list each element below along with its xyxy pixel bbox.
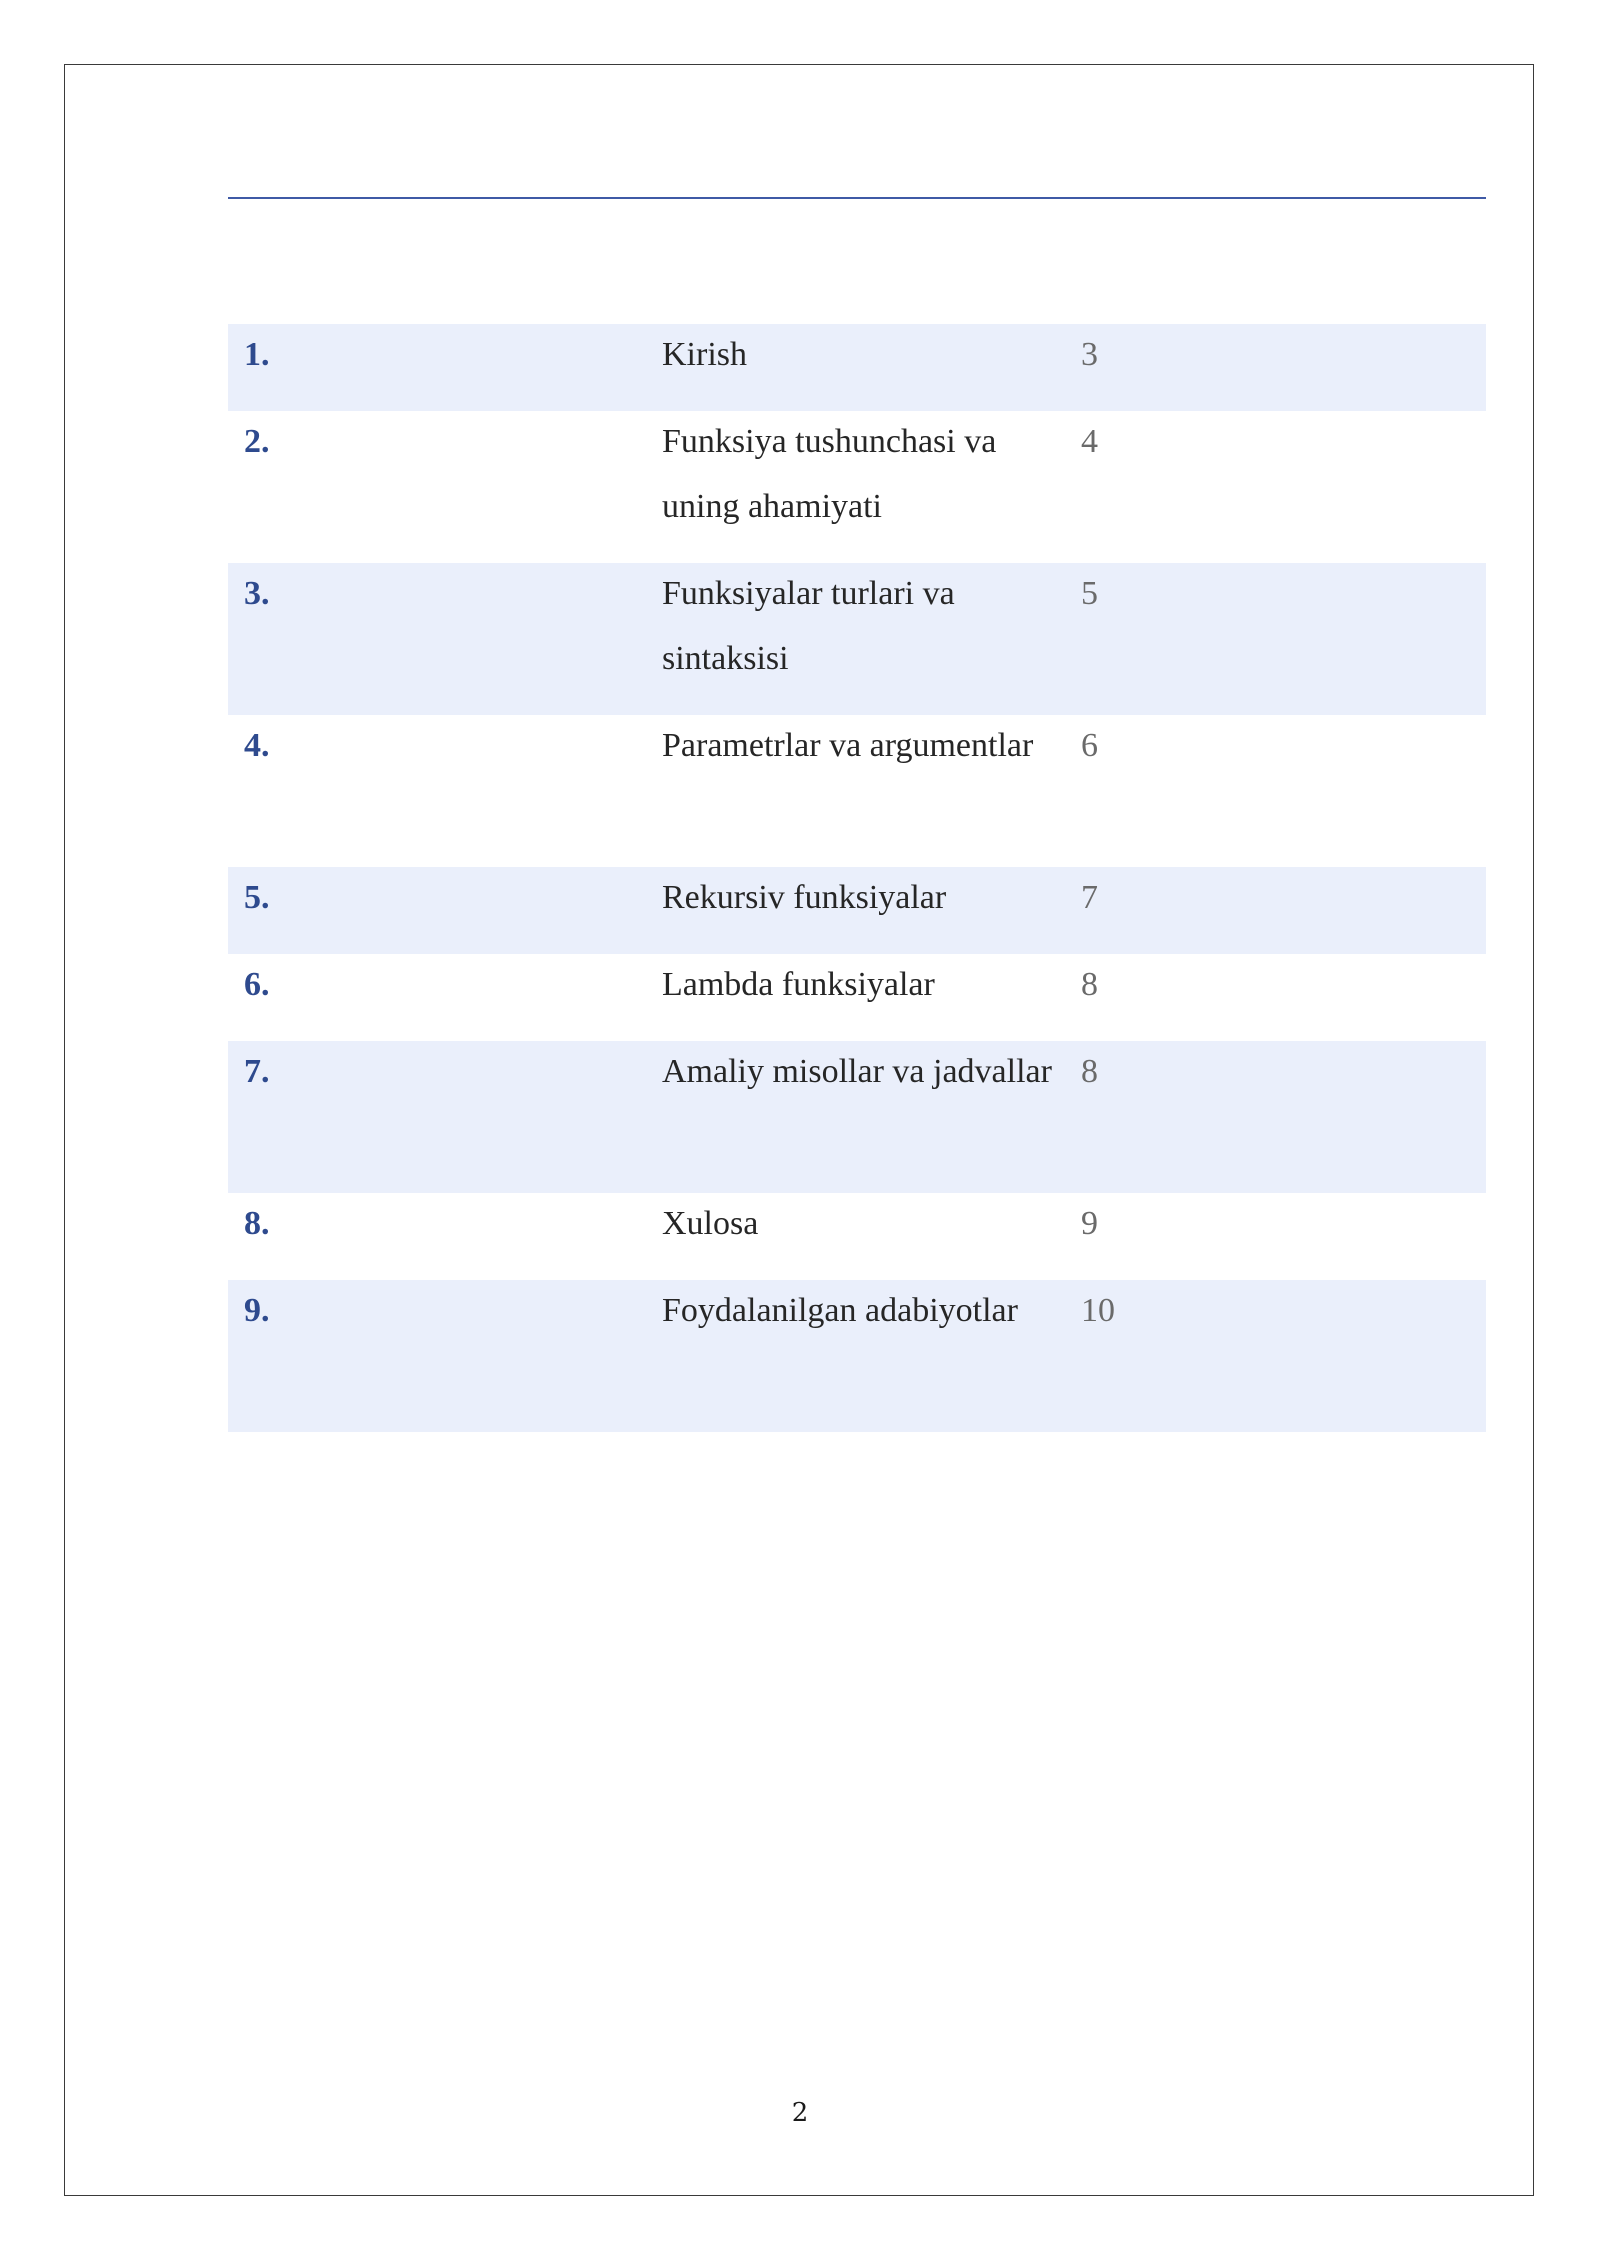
toc-row-number: 9. xyxy=(244,1292,270,1329)
toc-row-title: Rekursiv funksiyalar xyxy=(662,879,947,916)
toc-row xyxy=(228,1193,1486,1280)
toc-row-page: 8 xyxy=(1081,1053,1098,1090)
header-rule xyxy=(228,197,1486,199)
toc-row-title: Funksiyalar turlari va sintaksisi xyxy=(662,575,955,677)
toc-row-title: Amaliy misollar va jadvallar xyxy=(662,1053,1052,1090)
toc-row-page: 3 xyxy=(1081,336,1098,373)
toc-row-number: 3. xyxy=(244,575,270,612)
toc-row xyxy=(228,324,1486,411)
toc-row-number: 7. xyxy=(244,1053,270,1090)
table-of-contents xyxy=(228,324,1486,1432)
toc-row xyxy=(228,954,1486,1041)
toc-row-title: Xulosa xyxy=(662,1205,759,1242)
toc-row xyxy=(228,563,1486,715)
toc-row xyxy=(228,715,1486,867)
page-number: 2 xyxy=(791,2098,809,2128)
toc-row-page: 9 xyxy=(1081,1205,1098,1242)
toc-row-title: Kirish xyxy=(662,336,747,373)
toc-row-title: Foydalanilgan adabiyotlar xyxy=(662,1292,1018,1329)
toc-row xyxy=(228,411,1486,563)
toc-row-number: 8. xyxy=(244,1205,270,1242)
toc-row-page: 7 xyxy=(1081,879,1098,916)
toc-row-page: 8 xyxy=(1081,966,1098,1003)
toc-row-page: 10 xyxy=(1081,1292,1115,1329)
toc-row-page: 6 xyxy=(1081,727,1098,764)
toc-row-number: 5. xyxy=(244,879,270,916)
toc-row xyxy=(228,1041,1486,1193)
toc-row xyxy=(228,867,1486,954)
toc-row xyxy=(228,1280,1486,1432)
toc-row-title: Lambda funksiyalar xyxy=(662,966,935,1003)
toc-row-number: 6. xyxy=(244,966,270,1003)
toc-row-page: 5 xyxy=(1081,575,1098,612)
toc-row-title: Funksiya tushunchasi va uning ahamiyati xyxy=(662,423,997,525)
toc-row-number: 4. xyxy=(244,727,270,764)
toc-row-page: 4 xyxy=(1081,423,1098,460)
toc-row-number: 1. xyxy=(244,336,270,373)
toc-row-title: Parametrlar va argumentlar xyxy=(662,727,1034,764)
toc-row-number: 2. xyxy=(244,423,270,460)
